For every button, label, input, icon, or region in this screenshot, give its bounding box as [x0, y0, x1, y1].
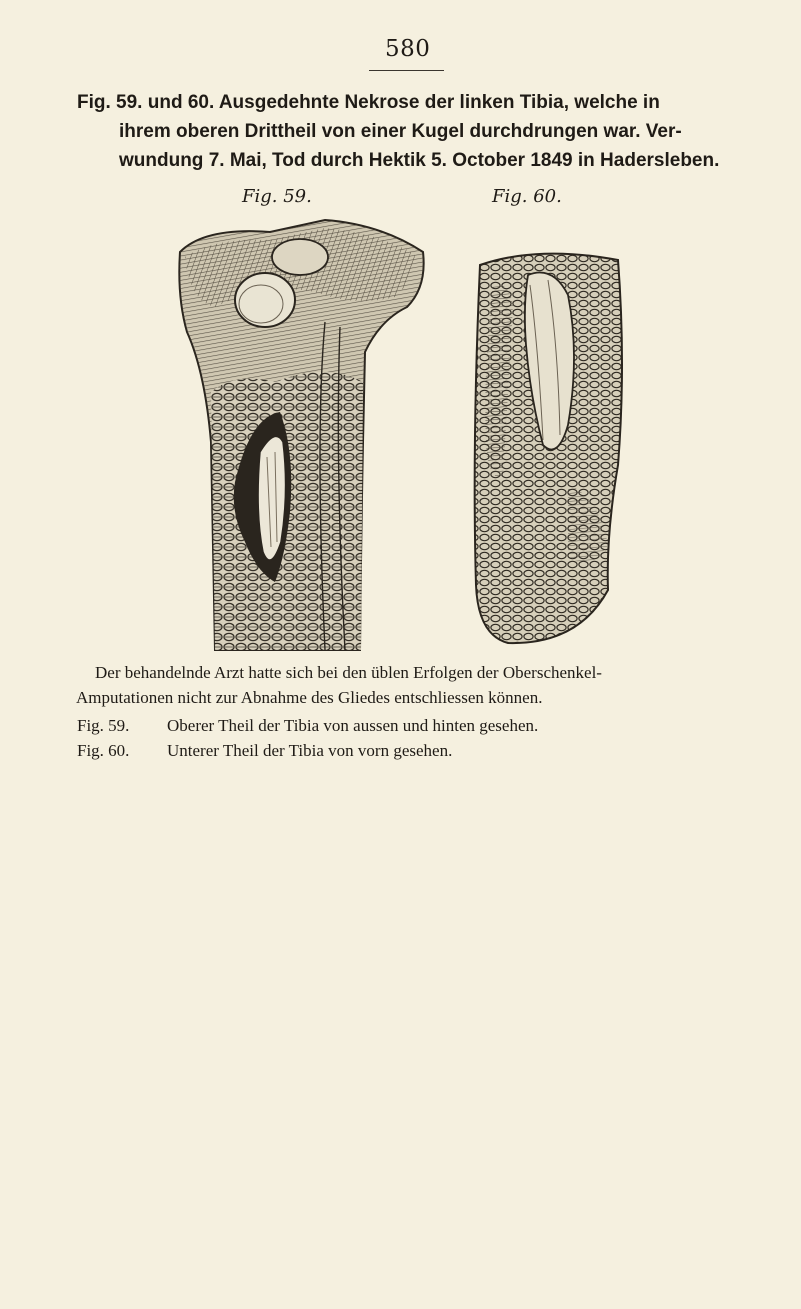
legend-text: Oberer Theil der Tibia von aussen und hinten gesehen.	[167, 716, 539, 735]
legend-row-fig59	[76, 713, 756, 738]
legend-label: Fig. 60.	[77, 741, 130, 760]
legend-text: Unterer Theil der Tibia von vorn gesehen.	[167, 741, 453, 760]
caption-line-3: wundung 7. Mai, Tod durch Hektik 5. October 1849 in Hadersleben.	[119, 150, 720, 171]
paragraph-line-1: Der behandelnde Arzt hatte sich bei den üblen Erfolgen der Oberschenkel-	[95, 663, 602, 682]
figure-legend	[76, 713, 756, 763]
paragraph-line-2: Amputationen nicht zur Abnahme des Gliedes entschliessen können.	[76, 688, 543, 707]
page-number: 580	[385, 36, 431, 62]
caption-line-1: Fig. 59. und 60. Ausgedehnte Nekrose der linken Tibia, welche in	[77, 92, 660, 113]
fig60-tibia-illustration	[468, 245, 628, 645]
caption-line-2: ihrem oberen Drittheil von einer Kugel durchdrungen war. Ver-	[119, 121, 682, 142]
figure-caption	[77, 88, 757, 175]
fig59-tibia-illustration	[175, 212, 430, 652]
legend-row-fig60	[76, 738, 756, 763]
fig59-label: Fig. 59.	[242, 186, 312, 207]
body-paragraph	[76, 660, 756, 710]
fig60-label: Fig. 60.	[492, 186, 562, 207]
page-number-rule	[369, 70, 444, 71]
legend-label: Fig. 59.	[77, 716, 130, 735]
